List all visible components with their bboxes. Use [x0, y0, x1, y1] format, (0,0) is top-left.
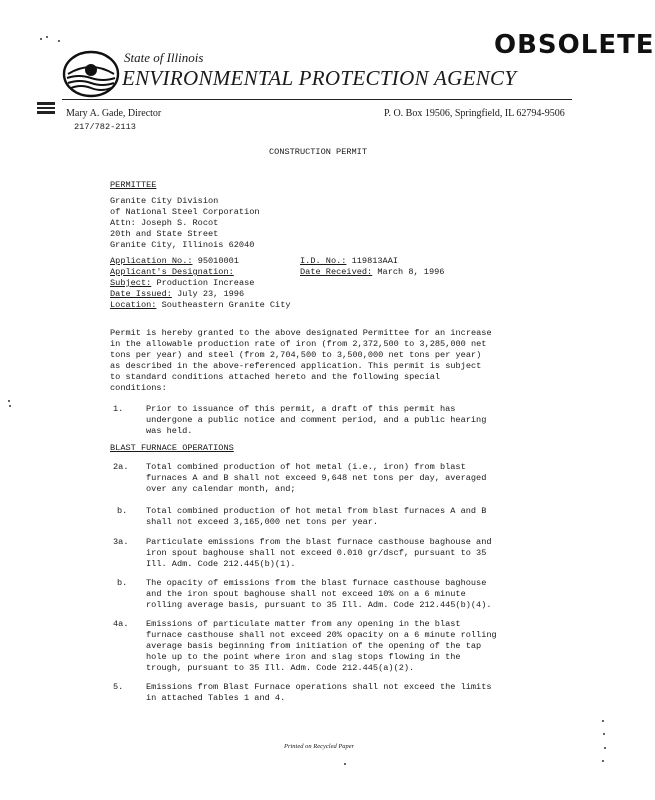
condition-number: 3a.: [113, 537, 129, 547]
intro-line: conditions:: [110, 383, 167, 393]
condition-line: The opacity of emissions from the blast furnace casthouse baghouse: [146, 578, 487, 588]
director-line: Mary A. Gade, Director: [66, 108, 162, 119]
condition-line: Ill. Adm. Code 212.445(b)(1).: [146, 559, 296, 569]
condition-line: furnace casthouse shall not exceed 20% opacity on a 6 minute rolling: [146, 630, 497, 640]
small-logo-icon: [36, 101, 56, 115]
condition-line: iron spout baghouse shall not exceed 0.010 gr/dscf, pursuant to 35: [146, 548, 487, 558]
condition-line: Total combined production of hot metal from blast furnaces A and B: [146, 506, 487, 516]
condition-line: Total combined production of hot metal (i.e., iron) from blast: [146, 462, 466, 472]
condition-4a-text: [146, 619, 497, 674]
permittee-heading: PERMITTEE: [110, 180, 157, 190]
subject-value: Production Increase: [156, 278, 255, 288]
subject-label: Subject:: [110, 278, 152, 288]
condition-line: Emissions from Blast Furnace operations shall not exceed the limits: [146, 682, 492, 692]
id-no-value: 119813AAI: [351, 256, 399, 266]
agency-phone: 217/782-2113: [74, 122, 136, 132]
document-title: CONSTRUCTION PERMIT: [269, 147, 367, 157]
condition-line: in attached Tables 1 and 4.: [146, 693, 286, 703]
condition-number: b.: [117, 506, 128, 516]
designation-label: Applicant's Designation:: [110, 267, 234, 277]
date-issued-value: July 23, 1996: [177, 289, 245, 299]
header-rule: [62, 99, 572, 100]
condition-3b-text: [146, 578, 492, 611]
intro-paragraph: [110, 328, 492, 394]
state-seal-icon: [62, 48, 120, 98]
condition-line: Prior to issuance of this permit, a draft of this permit has: [146, 404, 456, 414]
condition-number: 1.: [113, 404, 124, 414]
condition-2b-text: [146, 506, 486, 528]
condition-3a-text: [146, 537, 492, 570]
permittee-line: of National Steel Corporation: [110, 207, 260, 217]
date-received-label: Date Received:: [300, 267, 373, 277]
location-value: Southeastern Granite City: [161, 300, 291, 310]
recycled-paper-note: Printed on Recycled Paper: [284, 743, 355, 750]
permittee-line: Granite City Division: [110, 196, 219, 206]
state-of-illinois-label: State of Illinois: [124, 50, 204, 65]
permittee-line: 20th and State Street: [110, 229, 219, 239]
application-no-label: Application No.:: [110, 256, 193, 266]
condition-line: average basis beginning from initiation of the opening of the tap: [146, 641, 482, 651]
intro-line: Permit is hereby granted to the above designated Permittee for an increase: [110, 328, 492, 338]
condition-line: shall not exceed 3,165,000 net tons per year.: [146, 517, 379, 527]
condition-line: furnaces A and B shall not exceed 9,648 net tons per day, averaged: [146, 473, 487, 483]
condition-line: rolling average basis, pursuant to 35 Ill. Adm. Code 212.445(b)(4).: [146, 600, 492, 610]
condition-1-text: [146, 404, 486, 437]
date-received-value: March 8, 1996: [377, 267, 445, 277]
condition-line: and the iron spout baghouse shall not exceed 10% on a 6 minute: [146, 589, 466, 599]
condition-2a-text: [146, 462, 486, 495]
condition-line: Emissions of particulate matter from any opening in the blast: [146, 619, 461, 629]
permittee-line: Attn: Joseph S. Rocot: [110, 218, 219, 228]
condition-line: was held.: [146, 426, 193, 436]
section-heading: BLAST FURNACE OPERATIONS: [110, 443, 234, 453]
agency-address: P. O. Box 19506, Springfield, IL 62794-9506: [384, 108, 565, 119]
application-no-value: 95010001: [197, 256, 239, 266]
condition-number: 5.: [113, 682, 124, 692]
condition-number: 4a.: [113, 619, 129, 629]
condition-line: Particulate emissions from the blast furnace casthouse baghouse and: [146, 537, 492, 547]
condition-line: hole up to the point where iron and slag stops flowing in the: [146, 652, 461, 662]
condition-5-text: [146, 682, 492, 704]
condition-number: b.: [117, 578, 128, 588]
agency-name: ENVIRONMENTAL PROTECTION AGENCY: [122, 66, 517, 90]
condition-line: over any calendar month, and;: [146, 484, 296, 494]
date-issued-label: Date Issued:: [110, 289, 172, 299]
intro-line: to standard conditions attached hereto and the following special: [110, 372, 441, 382]
id-no-label: I.D. No.:: [300, 256, 347, 266]
condition-number: 2a.: [113, 462, 129, 472]
permit-details: [110, 256, 570, 316]
permittee-address-block: [110, 196, 260, 251]
obsolete-stamp: OBSOLETE: [494, 30, 655, 60]
condition-line: undergone a public notice and comment period, and a public hearing: [146, 415, 487, 425]
intro-line: as described in the above-referenced application. This permit is subject: [110, 361, 482, 371]
location-label: Location:: [110, 300, 157, 310]
permittee-line: Granite City, Illinois 62040: [110, 240, 255, 250]
intro-line: tons per year) and steel (from 2,704,500 to 3,500,000 net tons per year): [110, 350, 482, 360]
intro-line: in the allowable production rate of iron (from 2,372,500 to 3,285,000 net: [110, 339, 487, 349]
condition-line: trough, pursuant to 35 Ill. Adm. Code 212.445(a)(2).: [146, 663, 415, 673]
